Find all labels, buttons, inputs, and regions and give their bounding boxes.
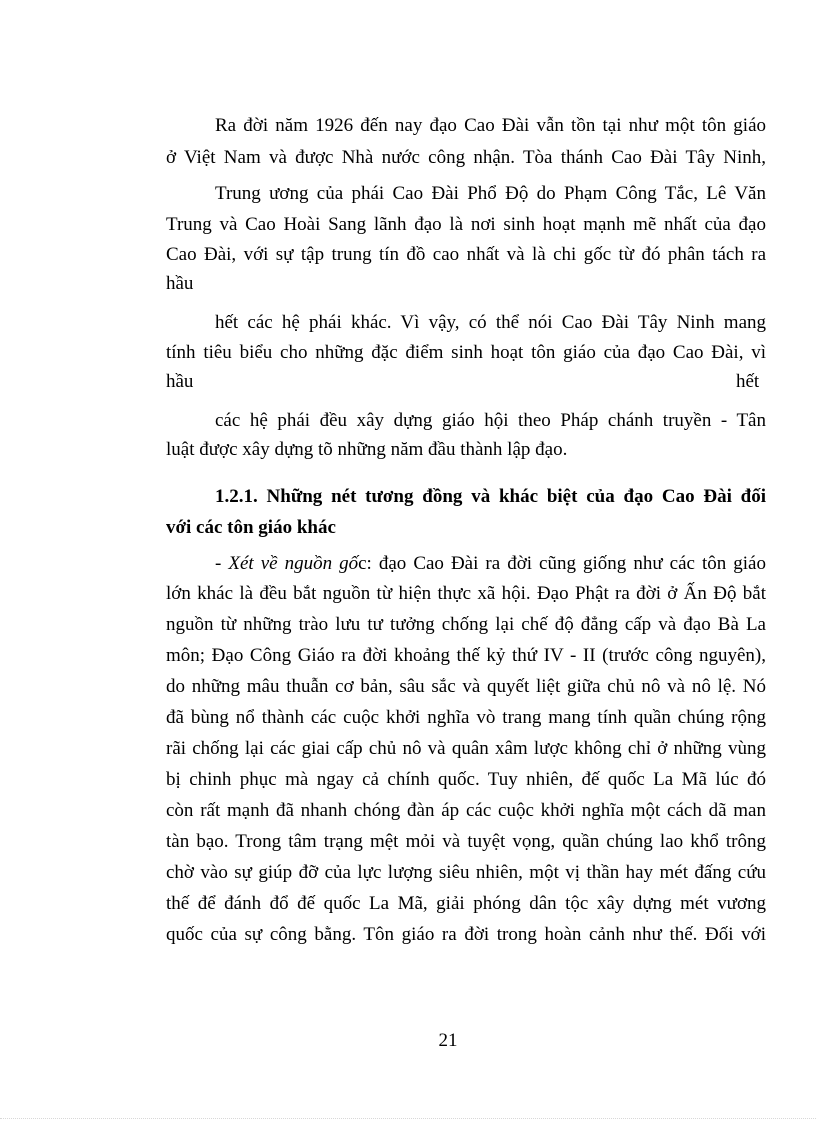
page-bottom-divider (0, 1118, 816, 1119)
paragraph-5-line-6: đã bùng nổ thành các cuộc khởi nghĩa vò trang mang tính quần chúng rộng (166, 707, 766, 728)
paragraph-2-line-2: Trung và Cao Hoài Sang lãnh đạo là nơi sinh hoạt mạnh mẽ nhất của đạo (166, 214, 766, 235)
paragraph-5-line-9: còn rất mạnh đã nhanh chóng đàn áp các cuộc khởi nghĩa một cách dã man (166, 800, 766, 821)
section-heading-line-2: với các tôn giáo khác (166, 517, 336, 538)
paragraph-5-line-12: thế để đánh đổ đế quốc La Mã, giải phóng dân tộc xây dựng mét vương (166, 893, 766, 914)
paragraph-2-line-1: Trung ương của phái Cao Đài Phổ Độ do Phạm Công Tắc, Lê Văn (215, 183, 766, 204)
paragraph-5-line-5: do những mâu thuẫn cơ bản, sâu sắc và quyết liệt giữa chủ nô và nô lệ. Nó (166, 676, 766, 697)
paragraph-3-line-3-right: hết (736, 371, 760, 392)
paragraph-1-line-2: ở Việt Nam và được Nhà nước công nhận. Tòa thánh Cao Đài Tây Ninh, (166, 147, 766, 168)
paragraph-5-line-4: môn; Đạo Công Giáo ra đời khoảng thế kỷ thứ IV - II (trước công nguyên), (166, 645, 766, 666)
paragraph-4-line-1: các hệ phái đều xây dựng giáo hội theo Pháp chánh truyền - Tân (215, 410, 766, 431)
paragraph-5-line-3: nguồn từ những trào lưu tư tưởng chống lại chế độ đẳng cấp và đạo Bà La (166, 614, 766, 635)
paragraph-5-line-11: chờ vào sự giúp đỡ của lực lượng siêu nhiên, một vị thần hay mét đấng cứu (166, 862, 766, 883)
paragraph-3-line-1: hết các hệ phái khác. Vì vậy, có thể nói Cao Đài Tây Ninh mang (215, 312, 766, 333)
paragraph-2-line-3: Cao Đài, với sự tập trung tín đồ cao nhất và là chi gốc từ đó phân tách ra (166, 244, 766, 265)
paragraph-5-line-1 (215, 552, 766, 576)
paragraph-1-line-1: Ra đời năm 1926 đến nay đạo Cao Đài vẫn tồn tại như một tôn giáo (215, 115, 766, 136)
page-number: 21 (438, 1030, 458, 1051)
paragraph-4-line-2: luật được xây dựng tõ những năm đầu thành lập đạo. (166, 439, 568, 460)
paragraph-5-italic-lead: Xét về nguồn gố (228, 553, 359, 574)
paragraph-3-line-2: tính tiêu biểu cho những đặc điểm sinh hoạt tôn giáo của đạo Cao Đài, vì (166, 342, 766, 363)
paragraph-5-line-10: tàn bạo. Trong tâm trạng mệt mỏi và tuyệt vọng, quần chúng lao khổ trông (166, 831, 766, 852)
section-heading-line-1: 1.2.1. Những nét tương đồng và khác biệt của đạo Cao Đài đối (215, 486, 766, 507)
paragraph-5-dash: - (215, 553, 229, 574)
paragraph-5-line-2: lớn khác là đều bắt nguồn từ hiện thực xã hội. Đạo Phật ra đời ở Ấn Độ bắt (166, 583, 766, 604)
paragraph-5-line-8: bị chinh phục mà ngay cả chính quốc. Tuy nhiên, đế quốc La Mã lúc đó (166, 769, 766, 790)
paragraph-3-line-3-left: hầu (166, 371, 194, 392)
paragraph-5-line-7: rãi chống lại các giai cấp chủ nô và quân xâm lược không chỉ ở những vùng (166, 738, 766, 759)
paragraph-5-intro-rest: c: đạo Cao Đài ra đời cũng giống như các tôn giáo (358, 553, 766, 574)
paragraph-5-line-13: quốc của sự công bằng. Tôn giáo ra đời trong hoàn cảnh như thế. Đối với (166, 924, 766, 945)
paragraph-2-line-4: hầu (166, 273, 194, 294)
